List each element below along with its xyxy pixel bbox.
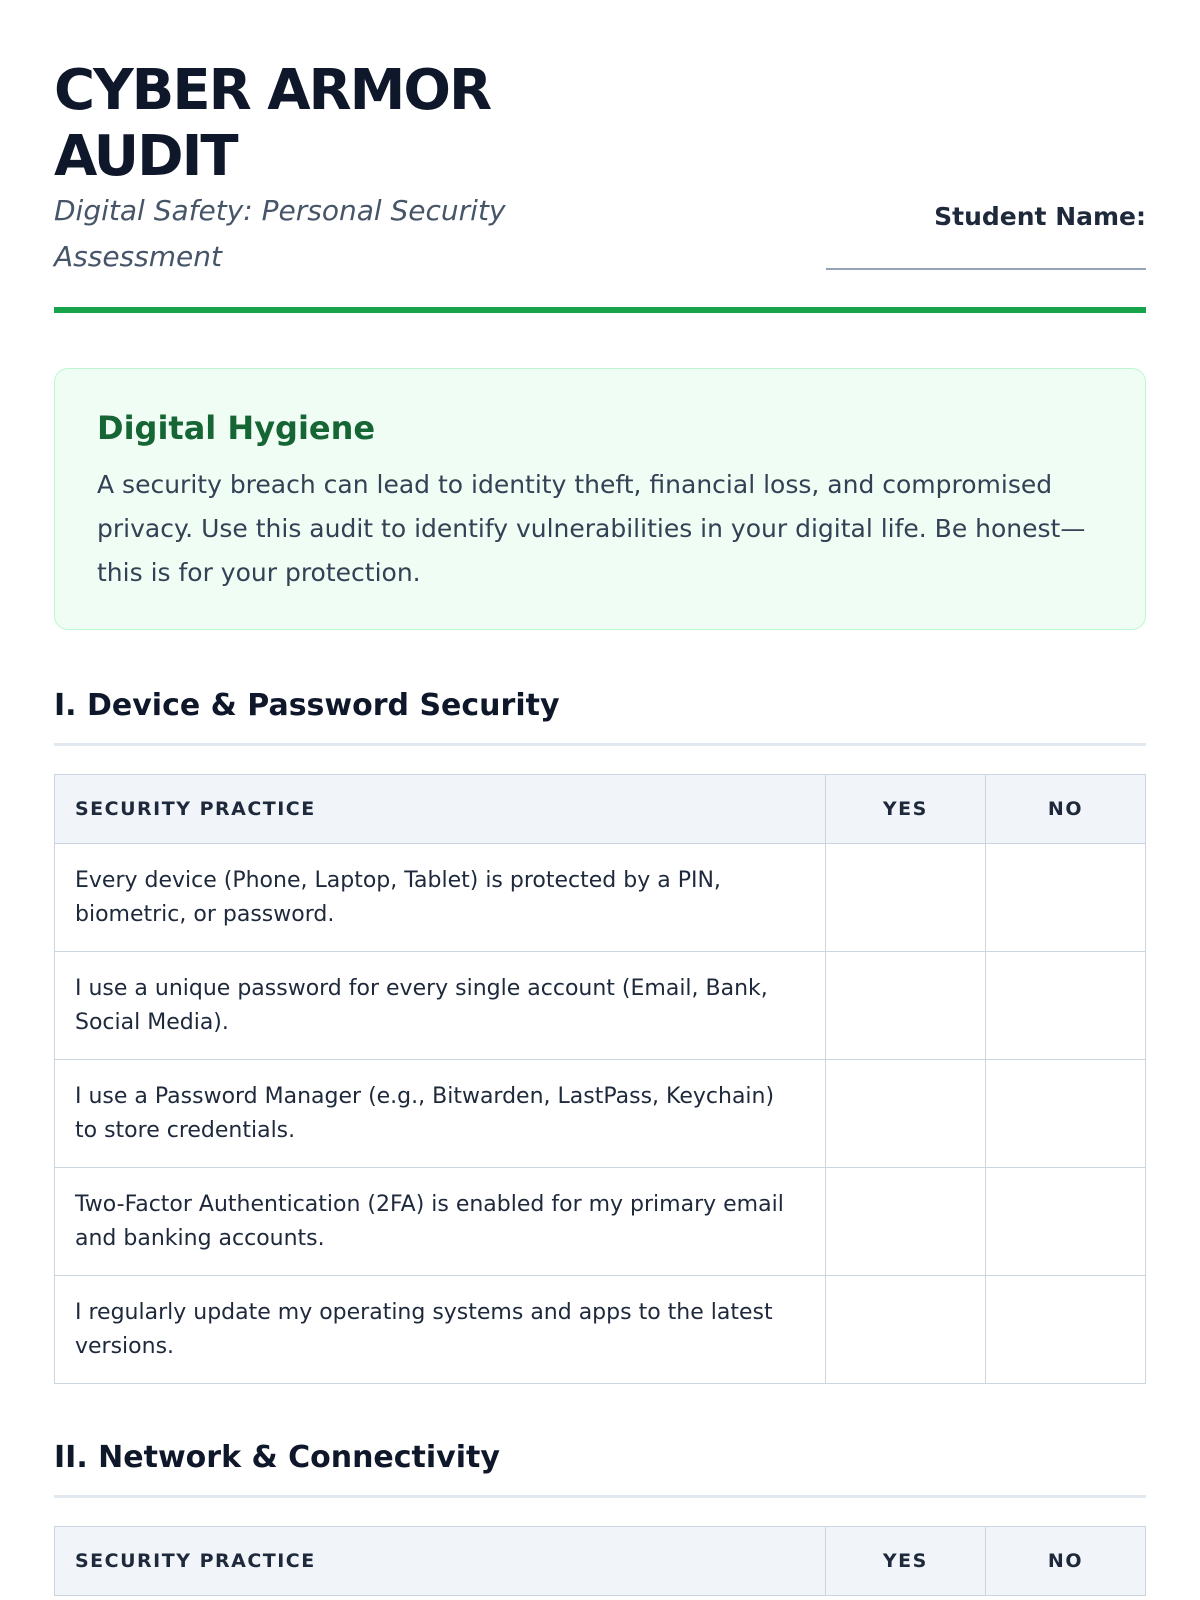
callout-body: A security breach can lead to identity theft, financial loss, and compromised privacy. Use this audit to identify vulnerabilities in your digital life. Be honest—this is for your protection. — [97, 470, 1086, 587]
table-row — [55, 844, 1146, 952]
no-checkbox-cell[interactable] — [985, 952, 1145, 1060]
student-name-field[interactable] — [826, 268, 1146, 270]
table-row — [55, 1168, 1146, 1276]
yes-checkbox-cell[interactable] — [825, 844, 985, 952]
column-header-no: NO — [985, 1527, 1145, 1596]
table-row — [55, 952, 1146, 1060]
practice-cell: I use a Password Manager (e.g., Bitwarden, LastPass, Keychain) to store credentials. — [55, 1060, 826, 1168]
practice-cell: Every device (Phone, Laptop, Tablet) is protected by a PIN, biometric, or password. — [55, 844, 826, 952]
callout-title: Digital Hygiene — [97, 409, 376, 447]
title-line-2: AUDIT — [54, 124, 237, 189]
table-header-row — [55, 775, 1146, 844]
table-row — [55, 1060, 1146, 1168]
digital-hygiene-callout — [54, 368, 1146, 630]
yes-checkbox-cell[interactable] — [825, 1168, 985, 1276]
column-header-no: NO — [985, 775, 1145, 844]
no-checkbox-cell[interactable] — [985, 1060, 1145, 1168]
page-title — [54, 58, 614, 190]
student-name-label: Student Name: — [934, 202, 1146, 231]
column-header-yes: YES — [825, 1527, 985, 1596]
column-header-yes: YES — [825, 775, 985, 844]
section-1-title: I. Device & Password Security — [54, 688, 1146, 746]
yes-checkbox-cell[interactable] — [825, 1060, 985, 1168]
header — [54, 0, 1146, 314]
table-header-row — [55, 1527, 1146, 1596]
practice-cell: Two-Factor Authentication (2FA) is enabled for my primary email and banking accounts. — [55, 1168, 826, 1276]
section-2-title: II. Network & Connectivity — [54, 1440, 1146, 1498]
header-divider — [54, 307, 1146, 313]
title-line-1: CYBER ARMOR — [54, 58, 491, 123]
column-header-practice: SECURITY PRACTICE — [55, 1527, 826, 1596]
practice-cell: I regularly update my operating systems and apps to the latest versions. — [55, 1276, 826, 1384]
no-checkbox-cell[interactable] — [985, 1276, 1145, 1384]
page-subtitle: Digital Safety: Personal Security Assessment — [54, 194, 506, 273]
column-header-practice: SECURITY PRACTICE — [55, 775, 826, 844]
practice-cell: I use a unique password for every single account (Email, Bank, Social Media). — [55, 952, 826, 1060]
section-1-table — [54, 774, 1146, 1384]
no-checkbox-cell[interactable] — [985, 1168, 1145, 1276]
yes-checkbox-cell[interactable] — [825, 952, 985, 1060]
no-checkbox-cell[interactable] — [985, 844, 1145, 952]
yes-checkbox-cell[interactable] — [825, 1276, 985, 1384]
table-row — [55, 1276, 1146, 1384]
section-2-table — [54, 1526, 1146, 1596]
